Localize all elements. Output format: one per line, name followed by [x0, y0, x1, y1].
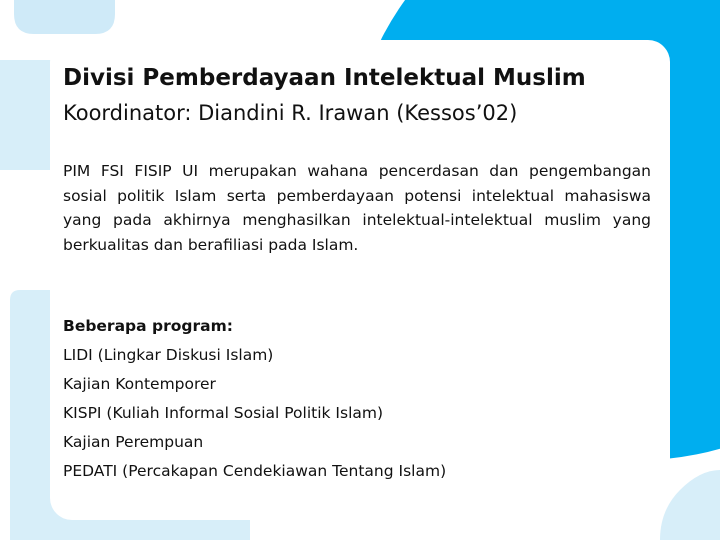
description-paragraph: PIM FSI FISIP UI merupakan wahana pencerdasan dan pengembangan sosial politik Islam serta pemberdayaan potensi intelektual mahasiswa yang pada akhirnya menghasilkan intelektual-intelektual muslim yang berkualitas dan berafiliasi pada Islam.	[63, 162, 651, 254]
programs-list	[63, 312, 653, 486]
slide-title: Divisi Pemberdayaan Intelektual Muslim	[63, 65, 586, 91]
program-item-kispi: KISPI (Kuliah Informal Sosial Politik Islam)	[63, 404, 384, 422]
program-item-kajian-kontemporer: Kajian Kontemporer	[63, 375, 216, 393]
program-item-lidi: LIDI (Lingkar Diskusi Islam)	[63, 346, 274, 364]
programs-heading: Beberapa program:	[63, 317, 233, 335]
program-item-kajian-perempuan: Kajian Perempuan	[63, 433, 204, 451]
top-left-arc-shape	[14, 0, 115, 34]
slide-subtitle: Koordinator: Diandini R. Irawan (Kessos’02)	[63, 101, 518, 125]
program-item-pedati: PEDATI (Percakapan Cendekiawan Tentang Islam)	[63, 462, 447, 480]
